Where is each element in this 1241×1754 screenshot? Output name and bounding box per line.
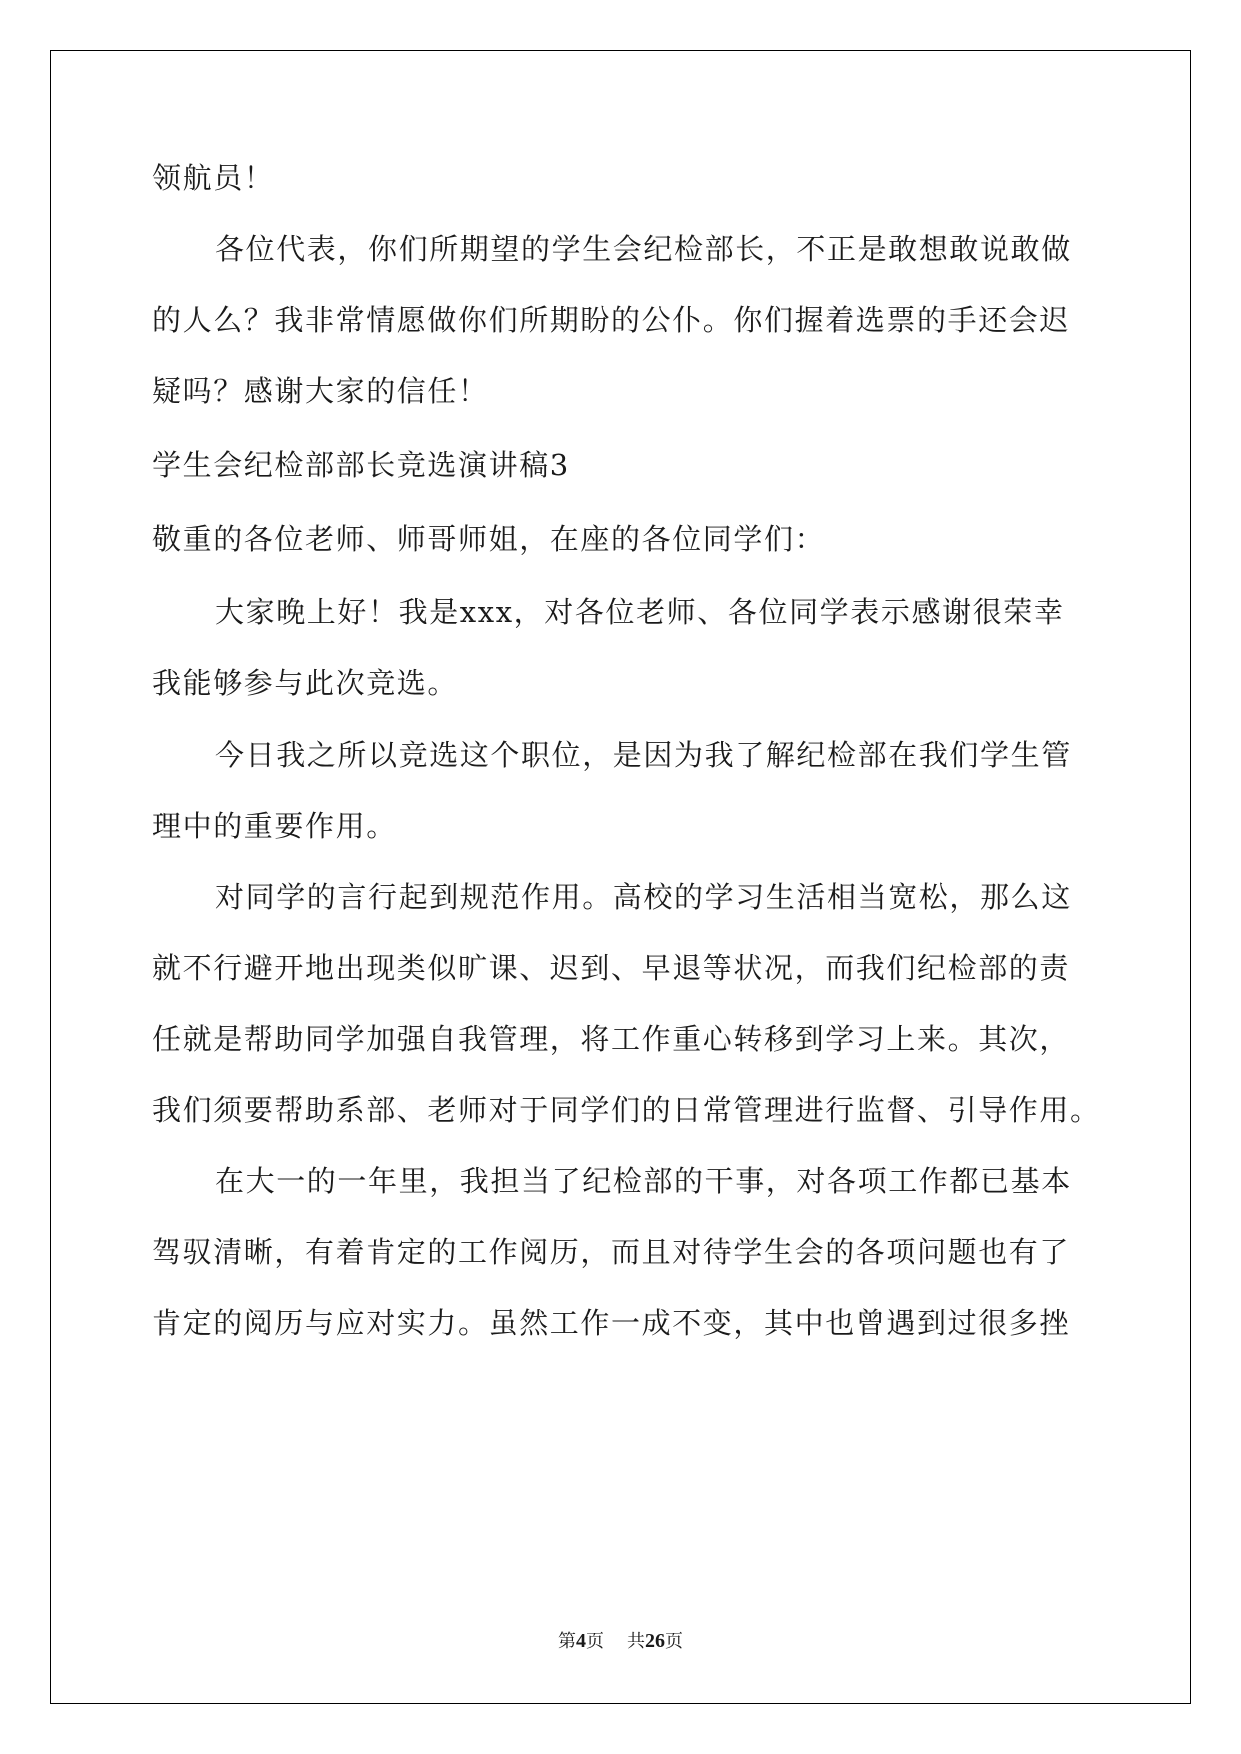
paragraph-first-line: 各位代表，你们所期望的学生会纪检部长，不正是敢想敢说敢做 [215, 232, 1072, 266]
text-line: 就不行避开地出现类似旷课、迟到、早退等状况，而我们纪检部的责 [152, 951, 1071, 985]
paragraph-first-line: 今日我之所以竞选这个职位，是因为我了解纪检部在我们学生管 [215, 738, 1072, 772]
text-line: 的人么？我非常情愿做你们所期盼的公仆。你们握着选票的手还会迟 [152, 303, 1071, 337]
page-number: 4 [576, 1630, 587, 1652]
page-prefix: 第 [558, 1631, 577, 1652]
text-line: 我能够参与此次竞选。 [152, 666, 459, 700]
text-line: 肯定的阅历与应对实力。虽然工作一成不变，其中也曾遇到过很多挫 [152, 1306, 1071, 1340]
text-line: 疑吗？感谢大家的信任！ [152, 374, 489, 408]
paragraph-first-line: 对同学的言行起到规范作用。高校的学习生活相当宽松，那么这 [215, 880, 1072, 914]
text-line: 领航员！ [152, 161, 275, 195]
salutation: 敬重的各位老师、师哥师姐，在座的各位同学们： [152, 522, 826, 556]
page-suffix: 页 [586, 1631, 605, 1652]
text-line: 理中的重要作用。 [152, 809, 397, 843]
text-line: 我们须要帮助系部、老师对于同学们的日常管理进行监督、引导作用。 [152, 1093, 1101, 1127]
total-suffix: 页 [664, 1631, 683, 1652]
total-prefix: 共 [626, 1631, 645, 1652]
section-heading: 学生会纪检部部长竞选演讲稿3 [152, 448, 570, 482]
paragraph-first-line: 大家晚上好！我是xxx，对各位老师、各位同学表示感谢很荣幸 [215, 595, 1065, 629]
page-footer [0, 1630, 1241, 1653]
paragraph-first-line: 在大一的一年里，我担当了纪检部的干事，对各项工作都已基本 [215, 1164, 1072, 1198]
text-line: 任就是帮助同学加强自我管理，将工作重心转移到学习上来。其次， [152, 1022, 1071, 1056]
page-border [50, 50, 1191, 1704]
total-pages: 26 [644, 1630, 665, 1652]
text-line: 驾驭清晰，有着肯定的工作阅历，而且对待学生会的各项问题也有了 [152, 1235, 1071, 1269]
